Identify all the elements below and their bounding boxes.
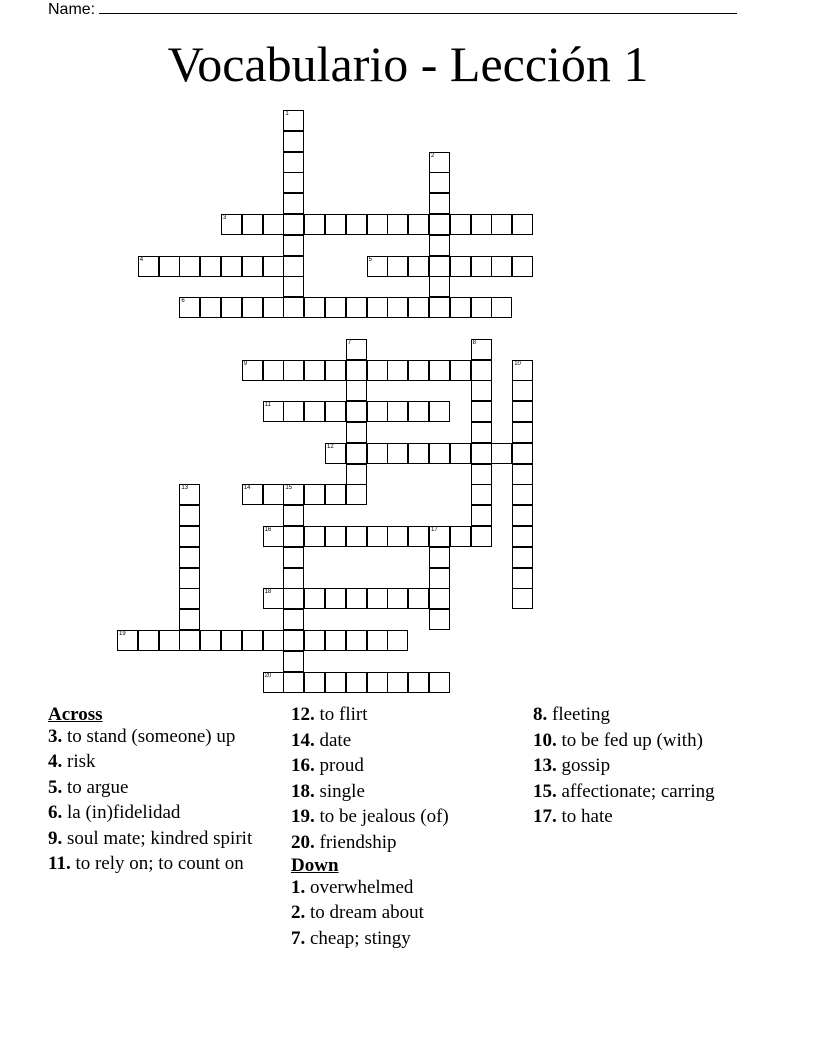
clue-text: soul mate; kindred spirit [62,827,253,849]
clue-item [291,902,523,924]
clue-number: 4. [48,751,63,772]
crossword-cell[interactable] [471,526,492,547]
crossword-cell[interactable] [263,256,284,277]
crossword-cell[interactable] [450,526,471,547]
clue-text: to hate [556,806,613,827]
crossword-cell[interactable] [138,256,159,277]
crossword-cell[interactable] [283,235,304,256]
crossword-cell[interactable] [283,568,304,589]
clue-text: fleeting [547,704,611,725]
crossword-cell[interactable] [408,401,429,422]
crossword-cell[interactable] [429,401,450,422]
crossword-cell[interactable] [283,276,304,297]
crossword-cell[interactable] [325,360,346,381]
crossword-cell[interactable] [179,547,200,568]
crossword-cell[interactable] [283,297,304,318]
crossword-cell[interactable] [325,484,346,505]
crossword-cell[interactable] [491,256,512,277]
clue-number: 7. [291,927,306,949]
across-clues-list-continued [291,704,523,853]
clue-text: to flirt [314,704,368,725]
cell-number: 6 [181,298,185,305]
crossword-cell[interactable] [429,672,450,693]
clue-number: 19. [291,806,315,827]
crossword-cell[interactable] [242,214,263,235]
clue-item [48,853,280,875]
crossword-cell[interactable] [159,256,180,277]
crossword-cell[interactable] [242,297,263,318]
crossword-cell[interactable] [346,526,367,547]
crossword-cell[interactable] [179,609,200,630]
crossword-cell[interactable] [138,630,159,651]
crossword-cell[interactable] [200,630,221,651]
crossword-cell[interactable] [367,672,388,693]
page-title: Vocabulario - Lección 1 [167,36,649,92]
clue-item [291,730,523,752]
crossword-cell[interactable] [325,214,346,235]
clue-text: to dream about [305,902,424,923]
crossword-cell[interactable] [283,672,304,693]
clue-item [291,755,523,777]
clue-text: cheap; stingy [305,927,411,949]
crossword-cell[interactable] [387,214,408,235]
clue-item [48,777,280,799]
cell-number: 5 [368,256,372,263]
cell-number: 13 [181,485,189,492]
crossword-cell[interactable] [325,443,346,464]
crossword-cell[interactable] [367,526,388,547]
crossword-cell[interactable] [346,297,367,318]
cell-number: 18 [264,589,272,596]
crossword-cell[interactable] [429,235,450,256]
crossword-cell[interactable] [304,484,325,505]
crossword-cell[interactable] [408,256,429,277]
clue-text: risk [62,751,96,772]
name-label: Name: [48,1,96,18]
crossword-cell[interactable] [283,484,304,505]
clue-text: date [314,729,352,751]
crossword-cell[interactable] [283,609,304,630]
clue-item [48,751,280,773]
clue-number: 8. [533,704,548,725]
crossword-cell[interactable] [367,360,388,381]
clue-item [291,928,523,950]
crossword-cell[interactable] [159,630,180,651]
crossword-cell[interactable] [429,568,450,589]
crossword-cell[interactable] [367,297,388,318]
cell-number: 2 [431,152,435,159]
clue-number: 16. [291,755,315,776]
crossword-cell[interactable] [325,401,346,422]
crossword-cell[interactable] [450,256,471,277]
crossword-cell[interactable] [283,588,304,609]
clue-number: 13. [533,755,557,776]
crossword-cell[interactable] [283,256,304,277]
cell-number: 4 [139,256,144,263]
crossword-cell[interactable] [491,297,512,318]
clue-number: 20. [291,831,315,853]
cell-number: 20 [264,672,272,679]
crossword-cell[interactable] [491,214,512,235]
crossword-cell[interactable] [304,672,325,693]
crossword-cell[interactable] [346,360,367,381]
crossword-cell[interactable] [367,443,388,464]
crossword-cell[interactable] [304,526,325,547]
crossword-cell[interactable] [512,568,533,589]
crossword-cell[interactable] [179,505,200,526]
crossword-cell[interactable] [471,422,492,443]
crossword-cell[interactable] [304,588,325,609]
down-header: Down [291,855,339,876]
crossword-cell[interactable] [283,193,304,214]
clue-item [48,726,280,748]
crossword-cell[interactable] [263,588,284,609]
crossword-cell[interactable] [387,256,408,277]
across-clues-list [48,726,280,875]
clue-text: to rely on; to count on [70,853,244,874]
crossword-cell[interactable] [471,443,492,464]
crossword-cell[interactable] [367,401,388,422]
clue-item [291,704,523,726]
crossword-cell[interactable] [117,630,138,651]
crossword-cell[interactable] [346,422,367,443]
crossword-cell[interactable] [512,256,533,277]
crossword-cell[interactable] [387,630,408,651]
crossword-cell[interactable] [429,214,450,235]
crossword-cell[interactable] [283,110,304,131]
cell-number: 14 [243,485,251,492]
crossword-cell[interactable] [387,297,408,318]
crossword-cell[interactable] [429,193,450,214]
crossword-cell[interactable] [346,214,367,235]
crossword-cell[interactable] [367,588,388,609]
crossword-cell[interactable] [512,380,533,401]
cell-number: 11 [264,402,271,409]
crossword-cell[interactable] [221,297,242,318]
clue-item [533,781,765,803]
crossword-cell[interactable] [179,526,200,547]
crossword-cell[interactable] [304,297,325,318]
clue-item [291,781,523,803]
crossword-cell[interactable] [512,547,533,568]
clue-number: 6. [48,802,63,823]
clue-text: to stand (someone) up [62,725,236,747]
crossword-cell[interactable] [283,152,304,173]
crossword-cell[interactable] [512,464,533,485]
clue-text: friendship [314,831,397,853]
crossword-cell[interactable] [263,214,284,235]
crossword-cell[interactable] [387,360,408,381]
crossword-cell[interactable] [429,360,450,381]
crossword-cell[interactable] [263,484,284,505]
crossword-cell[interactable] [263,630,284,651]
crossword-cell[interactable] [387,443,408,464]
crossword-cell[interactable] [471,401,492,422]
cell-number: 7 [347,339,352,346]
clues-column-2 [291,704,523,953]
clue-number: 12. [291,704,315,725]
clue-item [291,832,523,854]
crossword-cell[interactable] [283,526,304,547]
clue-item [291,806,523,828]
crossword-cell[interactable] [450,297,471,318]
crossword-cell[interactable] [491,443,512,464]
crossword-cell[interactable] [200,297,221,318]
crossword-cell[interactable] [283,651,304,672]
clue-item [291,877,523,899]
crossword-cell[interactable] [221,214,242,235]
crossword-cell[interactable] [179,484,200,505]
crossword-cell[interactable] [179,568,200,589]
clue-text: to be jealous (of) [314,806,449,827]
clue-item [533,755,765,777]
crossword-cell[interactable] [429,526,450,547]
clue-text: single [314,780,365,802]
crossword-cell[interactable] [179,588,200,609]
clue-item [533,704,765,726]
clue-number: 1. [291,876,306,898]
crossword-cell[interactable] [512,505,533,526]
clue-item [48,802,280,824]
crossword-cell[interactable] [283,547,304,568]
crossword-cell[interactable] [346,401,367,422]
clue-number: 14. [291,729,315,751]
crossword-cell[interactable] [283,505,304,526]
crossword-cell[interactable] [429,172,450,193]
crossword-cell[interactable] [367,630,388,651]
crossword-cell[interactable] [408,443,429,464]
crossword-cell[interactable] [283,630,304,651]
crossword-cell[interactable] [179,297,200,318]
crossword-cell[interactable] [179,630,200,651]
crossword-cell[interactable] [263,360,284,381]
crossword-cell[interactable] [471,339,492,360]
crossword-cell[interactable] [325,672,346,693]
cell-number: 3 [223,215,227,221]
crossword-cell[interactable] [429,443,450,464]
crossword-cell[interactable] [242,484,263,505]
crossword-cell[interactable] [304,401,325,422]
crossword-cell[interactable] [408,526,429,547]
crossword-cell[interactable] [325,630,346,651]
crossword-cell[interactable] [408,672,429,693]
crossword-cell[interactable] [367,214,388,235]
crossword-cell[interactable] [471,360,492,381]
crossword-cell[interactable] [408,360,429,381]
crossword-cell[interactable] [283,360,304,381]
crossword-cell[interactable] [346,443,367,464]
clues-column-1 [48,704,280,879]
crossword-cell[interactable] [408,214,429,235]
cell-number: 16 [264,527,272,533]
crossword-cell[interactable] [346,672,367,693]
clue-number: 11. [48,853,71,874]
clue-item [533,806,765,828]
crossword-cell[interactable] [471,214,492,235]
crossword-cell[interactable] [367,256,388,277]
crossword-cell[interactable] [346,588,367,609]
clue-text: to be fed up (with) [556,729,703,751]
crossword-cell[interactable] [450,214,471,235]
across-header: Across [48,704,103,725]
clue-number: 5. [48,776,63,798]
clue-number: 10. [533,729,557,751]
crossword-cell[interactable] [304,360,325,381]
crossword-cell[interactable] [221,256,242,277]
clue-text: overwhelmed [305,876,414,898]
crossword-cell[interactable] [304,630,325,651]
crossword-cell[interactable] [346,464,367,485]
crossword-cell[interactable] [346,484,367,505]
crossword-cell[interactable] [263,672,284,693]
crossword-cell[interactable] [471,505,492,526]
clue-text: affectionate; carring [556,780,715,802]
clue-text: proud [314,755,364,776]
crossword-cell[interactable] [283,401,304,422]
crossword-cell[interactable] [429,588,450,609]
crossword-cell[interactable] [512,443,533,464]
crossword-cell[interactable] [325,588,346,609]
crossword-cell[interactable] [512,401,533,422]
crossword-cell[interactable] [325,297,346,318]
crossword-cell[interactable] [263,526,284,547]
crossword-cell[interactable] [512,422,533,443]
crossword-cell[interactable] [304,214,325,235]
crossword-cell[interactable] [471,256,492,277]
crossword-cell[interactable] [471,380,492,401]
cell-number: 9 [243,360,248,367]
crossword-cell[interactable] [221,630,242,651]
crossword-cell[interactable] [346,339,367,360]
crossword-cell[interactable] [471,484,492,505]
crossword-cell[interactable] [263,401,284,422]
crossword-cell[interactable] [512,360,533,381]
cell-number: 1 [285,111,289,117]
clue-number: 3. [48,725,63,747]
crossword-cell[interactable] [387,401,408,422]
crossword-cell[interactable] [387,672,408,693]
crossword-cell[interactable] [512,588,533,609]
cell-number: 19 [119,631,126,637]
crossword-cell[interactable] [429,256,450,277]
crossword-cell[interactable] [263,297,284,318]
crossword-cell[interactable] [242,256,263,277]
crossword-cell[interactable] [512,526,533,547]
clue-number: 17. [533,806,557,827]
crossword-cell[interactable] [512,214,533,235]
crossword-cell[interactable] [429,547,450,568]
crossword-cell[interactable] [512,484,533,505]
cell-number: 17 [431,527,438,533]
crossword-cell[interactable] [450,443,471,464]
crossword-cell[interactable] [429,609,450,630]
crossword-cell[interactable] [387,588,408,609]
crossword-cell[interactable] [325,526,346,547]
crossword-cell[interactable] [429,297,450,318]
crossword-cell[interactable] [471,297,492,318]
crossword-cell[interactable] [450,360,471,381]
down-clues-list-continued [533,704,765,828]
clue-number: 2. [291,902,306,923]
clue-text: gossip [556,755,611,776]
crossword-cell[interactable] [429,152,450,173]
crossword-cell[interactable] [283,131,304,152]
cell-number: 8 [472,339,476,346]
clue-item [533,730,765,752]
crossword-cell[interactable] [283,214,304,235]
cell-number: 12 [327,443,334,450]
crossword-cell[interactable] [408,297,429,318]
crossword-cell[interactable] [242,630,263,651]
clue-text: la (in)fidelidad [62,802,181,823]
clue-text: to argue [62,776,129,798]
down-clues-list [291,877,523,950]
clue-number: 9. [48,827,63,849]
crossword-cell[interactable] [408,588,429,609]
crossword-cell[interactable] [283,172,304,193]
crossword-cell[interactable] [179,256,200,277]
cell-number: 15 [285,485,293,492]
crossword-cell[interactable] [346,630,367,651]
crossword-cell[interactable] [471,464,492,485]
clues-column-3 [533,704,765,832]
crossword-cell[interactable] [242,360,263,381]
clue-item [48,828,280,850]
crossword-cell[interactable] [200,256,221,277]
crossword-cell[interactable] [429,276,450,297]
crossword-cell[interactable] [387,526,408,547]
clue-number: 15. [533,780,557,802]
cell-number: 10 [514,360,521,367]
crossword-cell[interactable] [346,380,367,401]
clue-number: 18. [291,780,315,802]
